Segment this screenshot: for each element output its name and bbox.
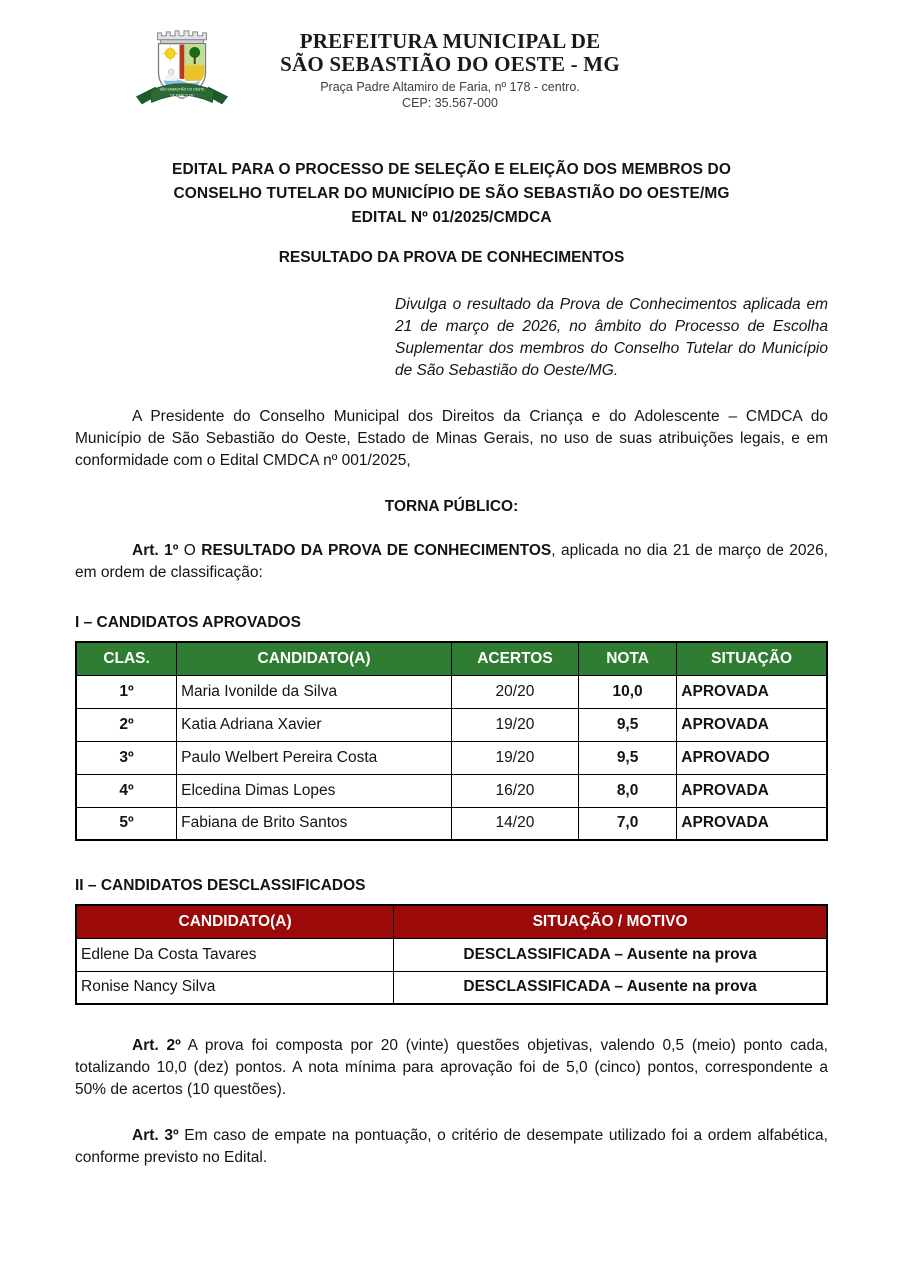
article-2-text: A prova foi composta por 20 (vinte) questões objetivas, valendo 0,5 (meio) ponto cada, totalizando 10,0 (dez) pontos. A nota mínima para aprovação foi de 5,0 (cinco) pontos, correspondente a 50% de acertos (10 questões). xyxy=(75,1037,828,1098)
letterhead xyxy=(0,0,900,120)
article-2-label: Art. 2º xyxy=(132,1037,181,1054)
table-cell: 8,0 xyxy=(578,774,676,807)
table-cell: Ronise Nancy Silva xyxy=(76,971,394,1004)
title-line-2: CONSELHO TUTELAR DO MUNICÍPIO DE SÃO SEBASTIÃO DO OESTE/MG xyxy=(173,185,730,202)
table-cell: Fabiana de Brito Santos xyxy=(177,807,452,840)
table-row xyxy=(76,741,827,774)
table-cell: 20/20 xyxy=(452,675,579,708)
approved-section-heading: I – CANDIDATOS APROVADOS xyxy=(75,614,301,631)
table-cell: 7,0 xyxy=(578,807,676,840)
table-row xyxy=(76,938,827,971)
table-cell: 2º xyxy=(76,708,177,741)
article-1-rest: , aplicada no dia 21 de março de 2026, em ordem de classificação: xyxy=(75,542,829,581)
column-header-clas: CLAS. xyxy=(76,642,177,675)
table-cell: 9,5 xyxy=(578,708,676,741)
table-row xyxy=(76,971,827,1004)
article-3-text: Em caso de empate na pontuação, o critério de desempate utilizado foi a ordem alfabética, conforme previsto no Edital. xyxy=(75,1127,828,1166)
article-3-label: Art. 3º xyxy=(132,1127,179,1144)
document-subtitle: RESULTADO DA PROVA DE CONHECIMENTOS xyxy=(278,249,625,266)
article-1-paragraph xyxy=(75,540,828,584)
article-1-label: Art. 1º xyxy=(132,542,179,559)
torna-publico-heading: TORNA PÚBLICO: xyxy=(384,498,519,515)
table-cell: APROVADA xyxy=(677,774,827,807)
article-1-bold-text: RESULTADO DA PROVA DE CONHECIMENTOS xyxy=(201,542,552,559)
table-cell: 9,5 xyxy=(578,741,676,774)
org-cep: CEP: 35.567-000 xyxy=(402,96,498,110)
table-row xyxy=(76,708,827,741)
org-address: Praça Padre Altamiro de Faria, nº 178 - centro. xyxy=(320,80,580,94)
document-title xyxy=(75,158,828,230)
table-cell: 16/20 xyxy=(452,774,579,807)
article-1-mid: O xyxy=(178,542,202,559)
epigraph: Divulga o resultado da Prova de Conhecimentos aplicada em 21 de março de 2026, no âmbito do Processo de Escolha Suplementar dos membros do Conselho Tutelar do Município de São Sebastião do Oeste/MG. xyxy=(395,296,828,379)
table-cell: 14/20 xyxy=(452,807,579,840)
table-cell: 5º xyxy=(76,807,177,840)
table-row xyxy=(76,774,827,807)
document-body xyxy=(0,158,900,1169)
approved-table-header xyxy=(76,642,827,675)
table-cell: 19/20 xyxy=(452,708,579,741)
org-name-line1: PREFEITURA MUNICIPAL DE xyxy=(299,29,601,53)
article-2-paragraph xyxy=(75,1035,828,1101)
table-cell: Elcedina Dimas Lopes xyxy=(177,774,452,807)
column-header-situacao: SITUAÇÃO xyxy=(677,642,827,675)
disqualified-table-header xyxy=(76,905,827,938)
table-cell: Edlene Da Costa Tavares xyxy=(76,938,394,971)
table-cell: 4º xyxy=(76,774,177,807)
table-row xyxy=(76,807,827,840)
column-header-situacao-motivo: SITUAÇÃO / MOTIVO xyxy=(394,905,827,938)
disqualified-candidates-table xyxy=(75,904,828,1005)
table-cell: APROVADA xyxy=(677,807,827,840)
table-cell: Paulo Welbert Pereira Costa xyxy=(177,741,452,774)
column-header-candidato2: CANDIDATO(A) xyxy=(76,905,394,938)
title-line-1: EDITAL PARA O PROCESSO DE SELEÇÃO E ELEIÇÃO DOS MEMBROS DO xyxy=(172,161,731,178)
table-cell: 1º xyxy=(76,675,177,708)
table-row xyxy=(76,675,827,708)
table-cell: 3º xyxy=(76,741,177,774)
crest-ribbon-text-1: SÃO SEBASTIÃO DO OESTE xyxy=(159,87,205,92)
disqualified-section-heading: II – CANDIDATOS DESCLASSIFICADOS xyxy=(75,877,366,894)
approved-candidates-table xyxy=(75,641,828,841)
org-name-line2: SÃO SEBASTIÃO DO OESTE - MG xyxy=(280,52,620,76)
table-cell: Maria Ivonilde da Silva xyxy=(177,675,452,708)
table-cell: DESCLASSIFICADA – Ausente na prova xyxy=(394,938,827,971)
table-cell: APROVADA xyxy=(677,708,827,741)
crest-ribbon-text-2: DE MARÇO DE xyxy=(170,93,194,98)
title-line-3: EDITAL Nº 01/2025/CMDCA xyxy=(351,209,552,226)
column-header-acertos: ACERTOS xyxy=(452,642,579,675)
municipal-coat-of-arms-icon xyxy=(128,26,236,120)
table-cell: 10,0 xyxy=(578,675,676,708)
table-cell: APROVADA xyxy=(677,675,827,708)
column-header-candidato: CANDIDATO(A) xyxy=(177,642,452,675)
column-header-nota: NOTA xyxy=(578,642,676,675)
table-cell: DESCLASSIFICADA – Ausente na prova xyxy=(394,971,827,1004)
table-cell: Katia Adriana Xavier xyxy=(177,708,452,741)
preamble-paragraph: A Presidente do Conselho Municipal dos Direitos da Criança e do Adolescente – CMDCA do Município de São Sebastião do Oeste, Estado de Minas Gerais, no uso de suas atribuições legais, e em conformidade com o Edital CMDCA nº 001/2025, xyxy=(75,408,828,469)
table-cell: APROVADO xyxy=(677,741,827,774)
article-3-paragraph xyxy=(75,1125,828,1169)
table-cell: 19/20 xyxy=(452,741,579,774)
